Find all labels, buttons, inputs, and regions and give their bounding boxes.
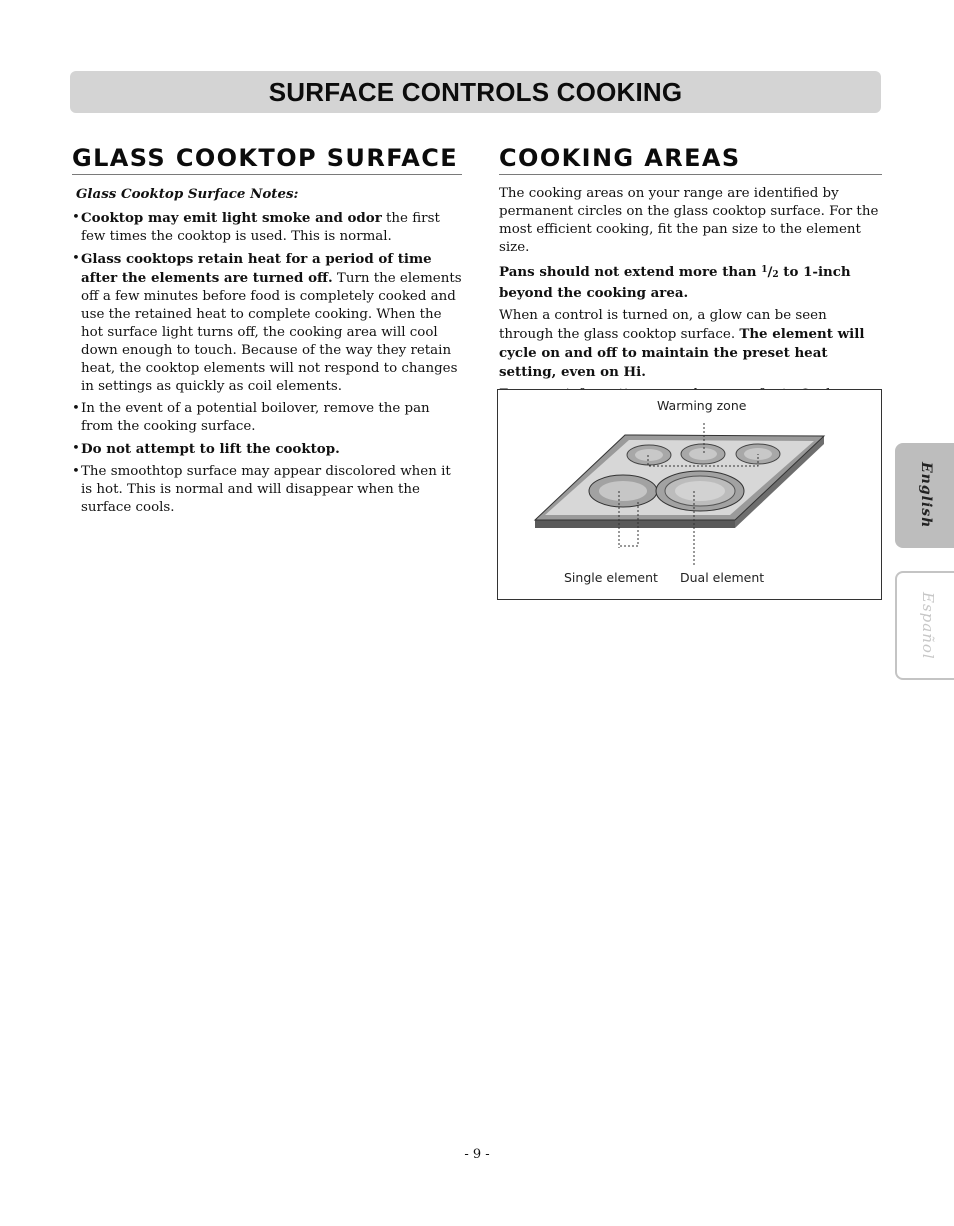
tab-english[interactable] bbox=[895, 443, 954, 548]
note-text: The smoothtop surface may appear discolored when it is hot. This is normal and will disappear when the surface cools. bbox=[81, 464, 451, 515]
element-back-left-inner bbox=[635, 449, 663, 461]
note-text: the first few times the cooktop is used. This is normal. bbox=[81, 211, 440, 244]
warming-zone-inner bbox=[689, 448, 717, 460]
notes-list bbox=[72, 209, 462, 517]
note-bold: Do not attempt to lift the cooktop. bbox=[81, 441, 340, 457]
pan-warning-text-a: Pans should not extend more than bbox=[499, 264, 762, 280]
tab-espanol[interactable] bbox=[895, 571, 954, 680]
fraction-denominator: 2 bbox=[772, 270, 779, 280]
cooktop-front-edge bbox=[535, 520, 735, 528]
single-element-inner bbox=[599, 481, 647, 501]
cooking-areas-heading: COOKING AREAS bbox=[499, 144, 882, 175]
glass-cooktop-column bbox=[72, 144, 462, 521]
glass-cooktop-heading: GLASS COOKTOP SURFACE bbox=[72, 144, 462, 175]
note-text: Turn the elements off a few minutes before food is completely cooked and use the retained heat to complete cooking. When the hot surface light turns off, the cooking area will cool down enough to touch. Because of the way they retain heat, the cooktop elements will not respond to changes in settings as quickly as coil elements. bbox=[81, 271, 462, 394]
dual-element-inner bbox=[675, 481, 725, 501]
tab-english-label: English bbox=[918, 462, 934, 529]
glow-paragraph bbox=[499, 307, 882, 382]
list-item bbox=[72, 209, 462, 246]
page-number: - 9 - bbox=[464, 1147, 490, 1162]
glow-text: When a control is turned on, a glow can be seen through the glass cooktop surface. bbox=[499, 308, 827, 342]
warming-zone-label: Warming zone bbox=[657, 398, 747, 413]
list-item bbox=[72, 440, 462, 459]
dual-element-label: Dual element bbox=[680, 570, 765, 585]
list-item bbox=[72, 250, 462, 396]
page-title: SURFACE CONTROLS COOKING bbox=[268, 76, 683, 107]
cooktop-illustration bbox=[498, 390, 881, 599]
single-element-label: Single element bbox=[564, 570, 658, 585]
notes-heading: Glass Cooktop Surface Notes: bbox=[76, 186, 299, 202]
pan-warning-text-b: to 1-inch beyond the cooking area. bbox=[499, 264, 851, 301]
cooktop-diagram bbox=[497, 389, 882, 600]
cycle-text: The element will cycle on and off to maintain the preset heat setting, even on Hi. bbox=[499, 326, 865, 380]
fraction-numerator: 1 bbox=[761, 265, 768, 275]
list-item bbox=[72, 463, 462, 517]
tab-espanol-label: Español bbox=[919, 591, 937, 660]
pan-size-warning: Pans should not extend more than $^1/_2$ to 1-inch beyond the cooking area. bbox=[499, 264, 851, 301]
cooking-areas-intro: The cooking areas on your range are identified by permanent circles on the glass cooktop surface. For the most efficient cooking, fit the pan size to the element size. bbox=[499, 186, 879, 255]
list-item bbox=[72, 400, 462, 436]
note-bold: Cooktop may emit light smoke and odor bbox=[81, 210, 382, 226]
section-banner bbox=[70, 71, 881, 113]
note-bold: Glass cooktops retain heat for a period of time after the elements are turned off. bbox=[81, 251, 432, 286]
note-text: In the event of a potential boilover, remove the pan from the cooking surface. bbox=[81, 401, 430, 434]
cooking-areas-column bbox=[499, 144, 882, 426]
